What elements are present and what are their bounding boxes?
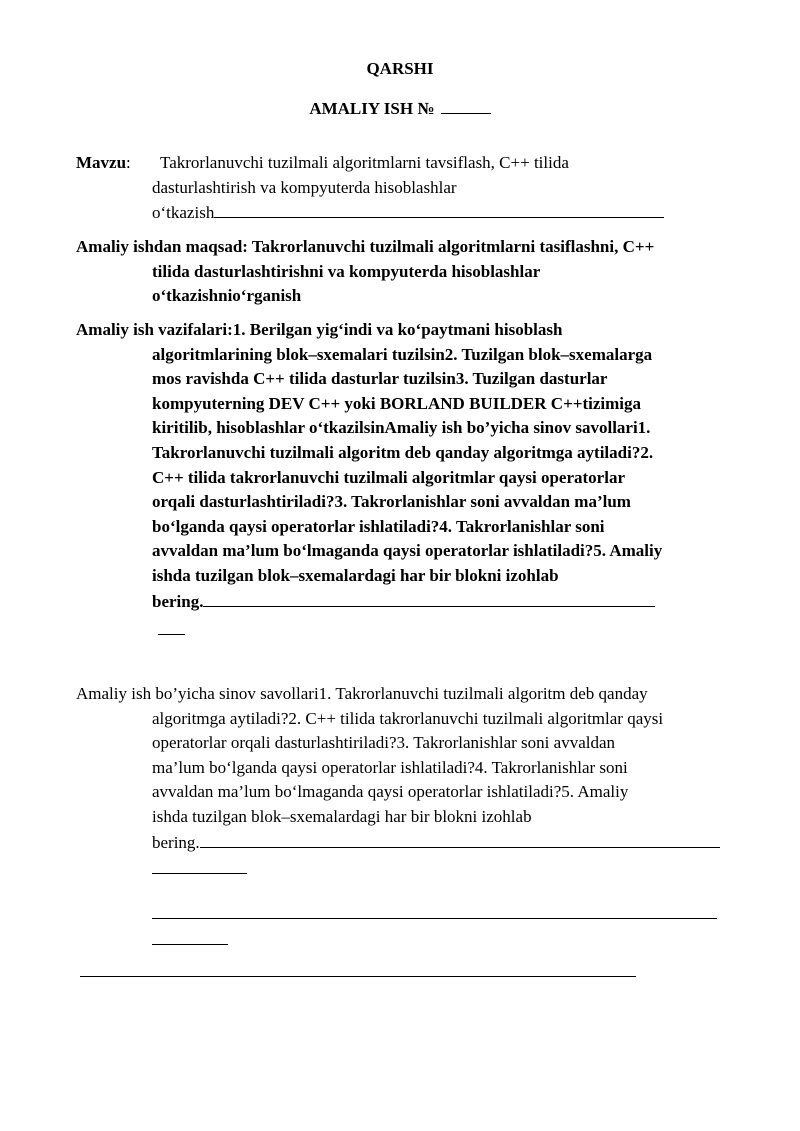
work-number-blank [441, 97, 491, 114]
vazifalar-fill-line [203, 589, 655, 607]
vazifalar-section [76, 318, 726, 614]
vazifalar-line-5: Takrorlanuvchi tuzilmali algoritm deb qanday algoritmga aytiladi?2. [152, 442, 654, 462]
vazifalar-line-7: orqali dasturlashtiriladi?3. Takrorlanishlar soni avvaldan ma’lum [152, 492, 631, 512]
savollar-line-5: ishda tuzilgan blok–sxemalardagi har bir blokni izohlab [152, 806, 532, 826]
savollar-line-4: avvaldan ma’lum bo‘lmaganda qaysi operatorlar ishlatiladi?5. Amaliy [152, 782, 629, 802]
institution-title: QARSHI [366, 59, 434, 78]
vazifalar-line-10: ishda tuzilgan blok–sxemalardagi har bir blokni izohlab [152, 565, 559, 585]
vazifalar-line-3: kompyuterning DEV C++ yoki BORLAND BUILDER C++tizimiga [152, 393, 641, 413]
savollar-line-2: operatorlar orqali dasturlashtiriladi?3. Takrorlanishlar soni avvaldan [152, 733, 616, 753]
vazifalar-short-rule [158, 634, 185, 635]
vazifalar-line-2: mos ravishda C++ tilida dasturlar tuzilsin3. Tuzilgan dasturlar [152, 369, 608, 389]
work-title-text: AMALIY ISH № [309, 99, 435, 118]
answer-rule-2 [152, 918, 717, 919]
vazifalar-line-1: algoritmlarining blok–sxemalari tuzilsin2. Tuzilgan blok–sxemalarga [152, 344, 653, 364]
savollar-line-0: Amaliy ish bo’yicha sinov savollari1. Takrorlanuvchi tuzilmali algoritm deb qanday [76, 684, 648, 703]
answer-rule-1 [152, 873, 247, 874]
maqsad-line-1: Amaliy ishdan maqsad: Takrorlanuvchi tuzilmali algoritmlarni tasiflashni, C++ [76, 237, 655, 256]
mavzu-line-2: dasturlashtirish va kompyuterda hisoblashlar [152, 177, 457, 197]
answer-rule-3 [152, 944, 228, 945]
mavzu-line-3: o‘tkazish [76, 200, 726, 226]
savollar-section [76, 682, 756, 855]
answer-rule-4 [80, 976, 636, 977]
mavzu-fill-line [214, 200, 664, 218]
vazifalar-line-4: kiritilib, hisoblashlar o‘tkazilsinAmaliy ish bo’yicha sinov savollari1. [152, 418, 651, 438]
maqsad-section [76, 235, 726, 309]
vazifalar-line-0: Amaliy ish vazifalari:1. Berilgan yig‘indi va ko‘paytmani hisoblash [76, 320, 563, 339]
mavzu-label: Mavzu: [76, 153, 131, 172]
savollar-line-last: bering. [76, 830, 756, 856]
vazifalar-line-8: bo‘lganda qaysi operatorlar ishlatiladi?4. Takrorlanishlar soni [152, 516, 605, 536]
vazifalar-line-last: bering. [76, 589, 726, 615]
savollar-line-1: algoritmga aytiladi?2. C++ tilida takrorlanuvchi tuzilmali algoritmlar qaysi [152, 708, 664, 728]
vazifalar-line-9: avvaldan ma’lum bo‘lmaganda qaysi operatorlar ishlatiladi?5. Amaliy [152, 541, 663, 561]
maqsad-line-2: tilida dasturlashtirishni va kompyuterda hisoblashlar [152, 261, 541, 281]
mavzu-line-1 [76, 151, 726, 176]
mavzu-text-1: Takrorlanuvchi tuzilmali algoritmlarni tavsiflash, C++ tilida [160, 153, 569, 172]
maqsad-line-3: o‘tkazishnio‘rganish [152, 286, 302, 306]
vazifalar-line-6: C++ tilida takrorlanuvchi tuzilmali algoritmlar qaysi operatorlar [152, 467, 625, 487]
mavzu-section [76, 151, 726, 226]
savollar-fill-line [200, 830, 720, 848]
work-title [0, 97, 800, 120]
savollar-line-3: ma’lum bo‘lganda qaysi operatorlar ishlatiladi?4. Takrorlanishlar soni [152, 757, 628, 777]
